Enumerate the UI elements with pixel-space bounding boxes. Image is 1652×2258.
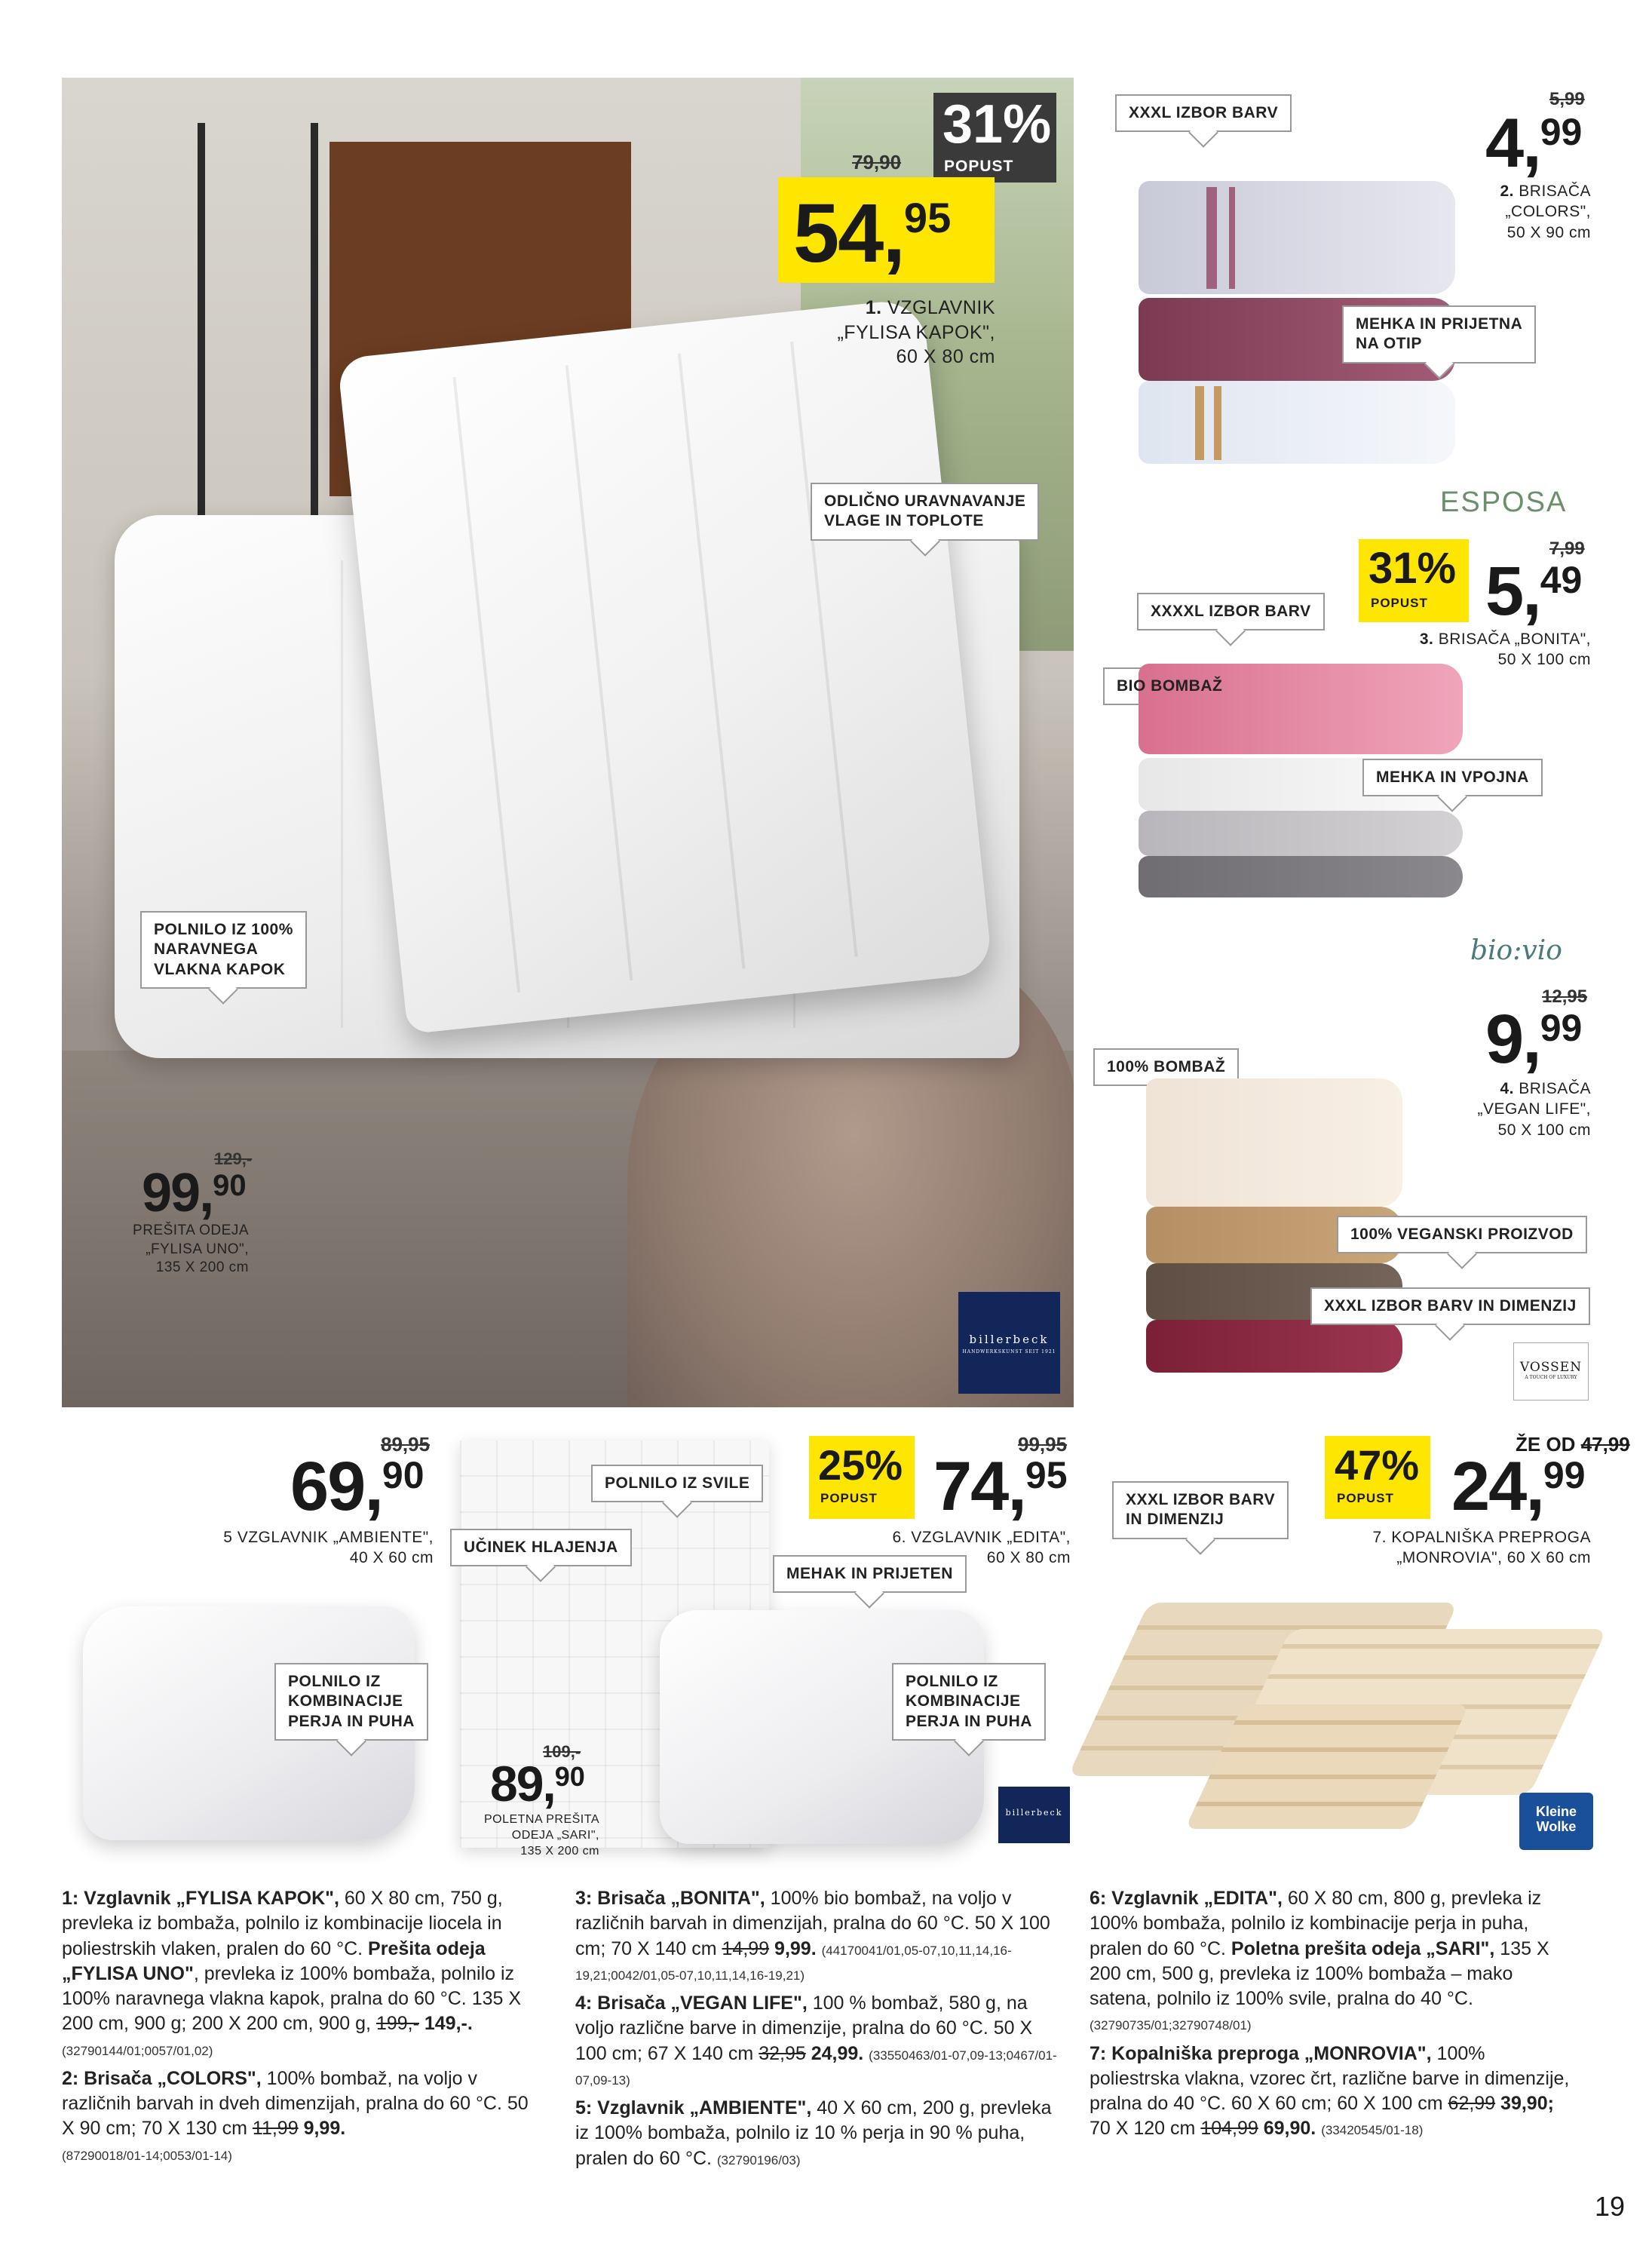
hero-percent-badge xyxy=(933,93,1056,183)
callout-moisture: ODLIČNO URAVNAVANJE VLAGE IN TOPLOTE xyxy=(811,483,1039,541)
hero-old-price: 79,90 xyxy=(852,151,902,173)
details-col-1 xyxy=(62,1886,544,2171)
billerbeck-logo-small: billerbeck xyxy=(998,1787,1070,1843)
vegan-price: 9,99 xyxy=(1485,1001,1583,1078)
kleine-wolke-logo: Kleine Wolke xyxy=(1519,1793,1593,1850)
hero-percent: 31% xyxy=(942,94,1052,155)
callout-edita-soft: MEHAK IN PRIJETEN xyxy=(773,1555,967,1593)
edita-percent-label: POPUST xyxy=(820,1491,878,1505)
ambiente-old-price: 89,95 xyxy=(381,1433,431,1456)
towel-ladder xyxy=(198,123,318,515)
hero-desc: 1. VZGLAVNIK „FYLISA KAPOK", 60 X 80 cm xyxy=(837,297,995,367)
detail-item: 7: Kopalniška preproga „MONROVIA", 100% poliestrska vlakna, vzorec črt, različne barve in dimenzije, pralna do 40 °C. 60 X 60 cm; 60 X 100 cm 62,99 39,90; 70 X 120 cm 104,99 69,90. (33420545/01-18) xyxy=(1090,2042,1570,2140)
detail-item: 2: Brisača „COLORS", 100% bombaž, na voljo v različnih barvah in dveh dimenzijah, pralna do 60 °C. 50 X 90 cm; 70 X 130 cm 11,99 9,99. (87290018/01-14;0053/01-14) xyxy=(62,2067,529,2163)
colors-old-price: 5,99 xyxy=(1549,89,1585,109)
callout-bonita-bio: BIO BOMBAŽ xyxy=(1103,667,1236,705)
ambiente-desc: 5 VZGLAVNIK „AMBIENTE", 40 X 60 cm xyxy=(223,1529,434,1567)
duvet-desc: PREŠITA ODEJA „FYLISA UNO", 135 X 200 cm xyxy=(133,1223,249,1276)
sari-old-price: 109,- xyxy=(543,1742,581,1761)
detail-item: 1: Vzglavnik „FYLISA KAPOK", 60 X 80 cm, 750 g, prevleka iz bombaža, polnilo iz kombinacije liocela in poliestrskih vlaken, pralen do 60 °C. Prešita odeja „FYLISA UNO", prevleka iz 100% bombaža, polnilo iz 100% naravnega vlakna kapok, pralna do 60 °C. 135 X 200 cm, 900 g; 200 X 200 cm, 900 g, 199,- 149,-. (32790144/01;0057/01,02) xyxy=(62,1888,522,2058)
colors-price: 4,99 xyxy=(1485,105,1583,182)
details-col-3 xyxy=(1090,1886,1572,2146)
edita-old-price: 99,95 xyxy=(1018,1433,1068,1456)
vegan-desc: 4. BRISAČA „VEGAN LIFE", 50 X 100 cm xyxy=(1477,1080,1591,1139)
edita-percent: 25% xyxy=(818,1441,903,1489)
colors-desc: 2. BRISAČA „COLORS", 50 X 90 cm xyxy=(1500,183,1591,241)
callout-colors-xxxl: XXXL IZBOR BARV xyxy=(1115,94,1292,132)
hero-percent-label: POPUST xyxy=(944,158,1014,175)
callout-bonita-soft: MEHKA IN VPOJNA xyxy=(1362,759,1543,796)
sari-price: 89,90 xyxy=(490,1756,585,1812)
vossen-logo: VOSSEN A TOUCH OF LUXURY xyxy=(1513,1342,1589,1401)
edita-price: 74,95 xyxy=(933,1448,1068,1525)
callout-vegan-xxxl: XXXL IZBOR BARV IN DIMENZIJ xyxy=(1310,1287,1590,1325)
bonita-percent: 31% xyxy=(1368,544,1457,593)
callout-sari-silk: POLNILO IZ SVILE xyxy=(591,1465,763,1502)
bonita-percent-label: POPUST xyxy=(1371,596,1428,610)
sari-desc: POLETNA PREŠITA ODEJA „SARI", 135 X 200 cm xyxy=(483,1813,599,1858)
callout-edita-filling: POLNILO IZ KOMBINACIJE PERJA IN PUHA xyxy=(892,1663,1046,1741)
callout-vegan-product: 100% VEGANSKI PROIZVOD xyxy=(1337,1216,1587,1253)
esposa-logo: ESPOSA xyxy=(1440,486,1568,518)
detail-item: 5: Vzglavnik „AMBIENTE", 40 X 60 cm, 200 g, prevleka iz 100% bombaža, polnilo iz 10 % perja in 90 % puha, pralen do 60 °C. (32790196/03) xyxy=(575,2097,1052,2169)
bonita-desc: 3. BRISAČA „BONITA", 50 X 100 cm xyxy=(1419,630,1591,669)
pillow-image xyxy=(337,298,993,1035)
billerbeck-logo: billerbeck HANDWERKSKUNST SEIT 1921 xyxy=(958,1292,1060,1394)
callout-vegan-cotton: 100% BOMBAŽ xyxy=(1093,1048,1239,1086)
monrovia-price: 24,99 xyxy=(1451,1448,1586,1525)
details-col-2 xyxy=(575,1886,1058,2176)
callout-kapok: POLNILO IZ 100% NARAVNEGA VLAKNA KAPOK xyxy=(140,911,307,989)
detail-item: 3: Brisača „BONITA", 100% bio bombaž, na voljo v različnih barvah in dimenzijah, pralna do 60 °C. 50 X 100 cm; 70 X 140 cm 14,99 9,99. (44170041/01,05-07,10,11,14,16-19,21;0042/01,05-07,10,11,14,16-19,21) xyxy=(575,1888,1050,1983)
hero-price: 54,95 xyxy=(793,187,952,280)
callout-bonita-xxxxl: XXXXL IZBOR BARV xyxy=(1137,593,1325,630)
detail-item: 6: Vzglavnik „EDITA", 60 X 80 cm, 800 g, prevleka iz 100% bombaža, polnilo iz kombinacije perja in puha, pralen do 60 °C. Poletna prešita odeja „SARI", 135 X 200 cm, 500 g, prevleka iz 100% bombaža – mako satena, polnilo iz 100% svile, pralna do 40 °C. (32790735/01;32790748/01) xyxy=(1090,1888,1549,2033)
monrovia-percent-label: POPUST xyxy=(1337,1491,1394,1505)
bonita-price: 5,49 xyxy=(1485,553,1583,630)
vegan-old-price: 12,95 xyxy=(1542,986,1588,1007)
callout-colors-soft: MEHKA IN PRIJETNA NA OTIP xyxy=(1342,305,1536,364)
callout-ambiente-filling: POLNILO IZ KOMBINACIJE PERJA IN PUHA xyxy=(274,1663,428,1741)
page-number: 19 xyxy=(1595,2191,1626,2222)
monrovia-desc: 7. KOPALNIŠKA PREPROGA „MONROVIA", 60 X 60 cm xyxy=(1372,1529,1591,1567)
duvet-old-price: 129,- xyxy=(214,1149,253,1168)
monrovia-percent: 47% xyxy=(1335,1441,1420,1489)
edita-desc: 6. VZGLAVNIK „EDITA", 60 X 80 cm xyxy=(892,1529,1071,1567)
callout-monrovia-xxxl: XXXL IZBOR BARV IN DIMENZIJ xyxy=(1112,1481,1289,1539)
monrovia-prefix: ŽE OD 47,99 xyxy=(1516,1433,1630,1456)
biovio-logo: bio:vio xyxy=(1470,935,1562,966)
callout-sari-cool: UČINEK HLAJENJA xyxy=(450,1529,632,1566)
ambiente-price: 69,90 xyxy=(290,1448,424,1525)
duvet-price: 99,90 xyxy=(142,1163,247,1223)
detail-item: 4: Brisača „VEGAN LIFE", 100 % bombaž, 580 g, na voljo različne barve in dimenzije, pralna do 60 °C. 50 X 100 cm; 67 X 140 cm 32,95 24,99. (33550463/01-07,09-13;0467/01-07,09-13) xyxy=(575,1993,1057,2088)
bonita-old-price: 7,99 xyxy=(1549,538,1585,559)
